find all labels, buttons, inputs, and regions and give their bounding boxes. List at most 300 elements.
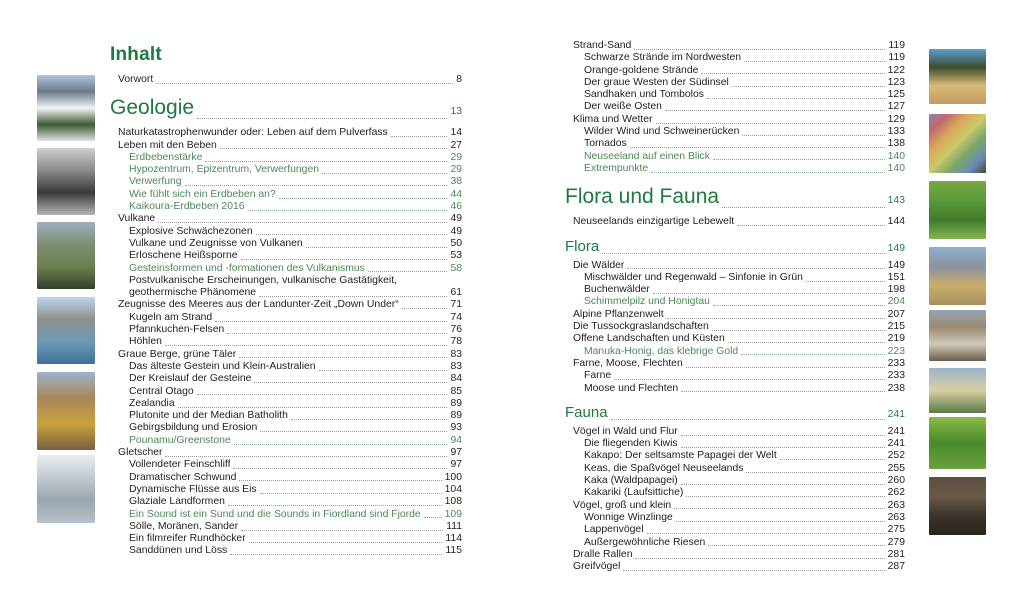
dot-leader: [780, 459, 885, 460]
heading-label: Flora: [565, 237, 600, 255]
entry-page-number: 89: [450, 410, 462, 422]
entry-label: Sanddünen und Löss: [129, 545, 228, 557]
heading-label: Fauna: [565, 403, 608, 421]
dot-leader: [681, 391, 885, 392]
entry-page-number: 49: [450, 213, 462, 225]
toc-entry: [565, 487, 905, 499]
entry-label: Naturkatastrophenwunder oder: Leben auf dem Pulverfass: [118, 127, 388, 139]
entry-label: Dramatischer Schwund: [129, 471, 237, 483]
toc-entry: [565, 260, 905, 272]
entry-label: Ein filmreifer Rundhöcker: [129, 533, 246, 545]
entry-label: Vulkane und Zeugnisse von Vulkanen: [129, 237, 303, 249]
toc-entry: [565, 383, 905, 395]
dot-leader: [746, 472, 884, 473]
entry-label: Mischwälder und Regenwald – Sinfonie in Grün: [584, 271, 803, 283]
toc-entry: [110, 299, 462, 311]
entry-label: Sandhaken und Tombolos: [584, 89, 704, 101]
entry-page-number: 140: [887, 150, 905, 162]
entry-label: Neuseelands einzigartige Lebewelt: [573, 216, 735, 228]
dot-leader: [230, 554, 442, 555]
entry-page-number: 123: [887, 76, 905, 88]
mountain-lake-reflection-photo: [37, 297, 95, 364]
toc-entry: [110, 484, 462, 496]
entry-page-number: 233: [887, 370, 905, 382]
dot-leader: [656, 123, 885, 124]
dot-leader: [291, 419, 448, 420]
dot-leader: [424, 517, 442, 518]
toc-entry: [110, 263, 462, 275]
toc-entry: [565, 101, 905, 113]
dot-leader: [248, 210, 448, 211]
toc-entry: [110, 164, 462, 176]
entry-page-number: 93: [450, 422, 462, 434]
toc-entry: [565, 65, 905, 77]
entry-label: Strand-Sand: [573, 40, 632, 51]
entry-page-number: 207: [887, 308, 905, 320]
dot-leader: [728, 342, 885, 343]
entry-label: Außergewöhnliche Riesen: [584, 536, 706, 548]
entry-label: Sölle, Moränen, Sander: [129, 520, 239, 532]
entry-label: Ein Sound ist ein Sund und die Sounds in Fiordland sind Fjorde: [129, 508, 421, 520]
entry-page-number: 262: [887, 487, 905, 499]
toc-entry: [565, 309, 905, 321]
toc-entry: [565, 216, 905, 228]
dot-leader: [635, 558, 884, 559]
toc-entry: [565, 77, 905, 89]
entry-label: Pfannkuchen-Felsen: [129, 324, 225, 336]
entry-label: Schwarze Strände im Nordwesten: [584, 52, 742, 64]
entry-page-number: 94: [450, 434, 462, 446]
toc-entry: [565, 52, 905, 64]
dot-leader: [241, 530, 443, 531]
entry-label: Tornados: [584, 138, 627, 150]
entry-page-number: 263: [887, 511, 905, 523]
dot-leader: [707, 98, 885, 99]
entry-label: Vollendeter Feinschliff: [129, 459, 231, 471]
dot-leader: [676, 521, 885, 522]
dot-leader: [260, 431, 447, 432]
dot-leader: [402, 308, 448, 309]
entry-page-number: 97: [450, 459, 462, 471]
entry-page-number: 109: [444, 508, 462, 520]
entry-page-number: 85: [450, 385, 462, 397]
entry-page-number: 151: [887, 271, 905, 283]
entry-page-number: 71: [450, 299, 462, 311]
entry-label: Der graue Westen der Südinsel: [584, 76, 729, 88]
toc-entry: [565, 561, 905, 573]
toc-entry: [110, 287, 462, 299]
entry-label: Schimmelpilz und Honigtau: [584, 296, 710, 308]
entry-label: Kakapo: Der seltsamste Papagei der Welt: [584, 450, 777, 462]
dot-leader: [256, 234, 448, 235]
entry-page-number: 133: [887, 126, 905, 138]
toc-entry: [110, 140, 462, 152]
dot-leader: [227, 333, 447, 334]
dot-leader: [178, 407, 448, 408]
entry-label: Dralle Rallen: [573, 548, 633, 560]
entry-label: Der Kreislauf der Gesteine: [129, 373, 252, 385]
entry-page-number: 198: [887, 284, 905, 296]
entry-page-number: 114: [445, 533, 462, 545]
toc-entry: [110, 152, 462, 164]
entry-label: Vorwort: [118, 74, 154, 85]
entry-label: Wilder Wind und Schweinerücken: [584, 126, 740, 138]
entry-page-number: 108: [444, 496, 462, 508]
toc-entry: [565, 163, 905, 175]
entry-page-number: 252: [887, 450, 905, 462]
entry-page-number: 53: [450, 250, 462, 262]
entry-label: Neuseeland auf einen Blick: [584, 150, 710, 162]
toc-entry: [110, 447, 462, 459]
dot-leader: [651, 172, 885, 173]
entry-label: Die Wälder: [573, 259, 625, 271]
entry-page-number: 61: [450, 287, 462, 299]
toc-entry: [110, 545, 462, 557]
entry-page-number: 74: [450, 311, 462, 323]
entry-label: Höhlen: [129, 336, 162, 348]
entry-label: Greifvögel: [573, 561, 621, 573]
toc-entry: [565, 512, 905, 524]
entry-page-number: 50: [450, 237, 462, 249]
entry-page-number: 263: [887, 499, 905, 511]
entry-page-number: 44: [450, 188, 462, 200]
otago-autumn-valley-photo: [37, 372, 95, 450]
dot-leader: [627, 268, 884, 269]
dot-leader: [260, 493, 442, 494]
dot-leader: [806, 281, 885, 282]
toc-entry: [565, 438, 905, 450]
toc-heading: [565, 185, 905, 212]
toc-entry: [565, 151, 905, 163]
entry-label: Kaka (Waldpapagei): [584, 475, 678, 487]
toc-entry: [110, 201, 462, 213]
entry-page-number: 281: [887, 548, 905, 560]
dot-leader: [165, 456, 447, 457]
entry-page-number: 8: [456, 74, 462, 85]
entry-page-number: 84: [450, 373, 462, 385]
entry-label: Dynamische Flüsse aus Eis: [129, 483, 257, 495]
toc-heading: [565, 238, 905, 257]
toc-entry: [110, 435, 462, 447]
dot-leader: [647, 533, 885, 534]
entry-page-number: 89: [450, 397, 462, 409]
toc-entry: [110, 189, 462, 201]
toc-entry: [110, 509, 462, 521]
entry-label: Kakariki (Laufsittiche): [584, 487, 684, 499]
entry-page-number: 100: [444, 471, 462, 483]
entry-label: Explosive Schwächezonen: [129, 225, 253, 237]
entry-label: Zeugnisse des Meeres aus der Landunter-Zeit „Down Under“: [118, 299, 399, 311]
entry-label: geothermische Phänomene: [129, 287, 257, 299]
entry-page-number: 241: [887, 425, 905, 437]
dot-leader: [241, 259, 448, 260]
toc-entry: [110, 533, 462, 545]
dot-leader: [667, 318, 885, 319]
entry-label: Glaziale Landformen: [129, 496, 225, 508]
toc-entry: [110, 250, 462, 262]
dot-leader: [701, 73, 884, 74]
dot-leader: [220, 148, 448, 149]
toc-entry: [110, 472, 462, 484]
toc-entry: [110, 176, 462, 188]
dot-leader: [279, 198, 448, 199]
dot-leader: [737, 225, 884, 226]
dot-leader: [391, 136, 448, 137]
snowy-mountain-valley-photo: [37, 75, 95, 141]
dot-leader: [712, 330, 885, 331]
entry-page-number: 279: [887, 536, 905, 548]
entry-page-number: 49: [450, 225, 462, 237]
toc-entry: [110, 422, 462, 434]
toc-entry: [110, 398, 462, 410]
entry-page-number: 219: [887, 333, 905, 345]
heading-label: Geologie: [110, 96, 195, 120]
entry-page-number: 83: [450, 348, 462, 360]
entry-label: Wonnige Winzlinge: [584, 511, 673, 523]
morepork-owl-photo: [929, 477, 986, 535]
entry-label: Wie fühlt sich ein Erdbeben an?: [129, 188, 276, 200]
entry-page-number: 78: [450, 336, 462, 348]
heading-page-number: 149: [887, 242, 905, 254]
toc-entry: [565, 284, 905, 296]
dot-leader: [602, 253, 884, 254]
entry-label: Die fliegenden Kiwis: [584, 438, 678, 450]
dot-leader: [665, 110, 885, 111]
toc-entry: [565, 370, 905, 382]
entry-page-number: 46: [450, 201, 462, 213]
rainbow-landscape-photo: [929, 114, 986, 173]
entry-label: Farne: [584, 370, 612, 382]
dot-leader: [197, 394, 448, 395]
entry-page-number: 104: [444, 483, 462, 495]
toc-entry: [110, 521, 462, 533]
entry-label: Farne, Moose, Flechten: [573, 357, 683, 369]
entry-label: Orange-goldene Strände: [584, 64, 699, 76]
dot-leader: [741, 354, 884, 355]
dot-leader: [713, 159, 885, 160]
entry-label: Das älteste Gestein und Klein-Australien: [129, 360, 316, 372]
golden-beach-photo: [929, 49, 986, 104]
entry-page-number: 140: [887, 162, 905, 174]
toc-entry: [565, 463, 905, 475]
entry-page-number: 29: [450, 164, 462, 176]
toc-entry: [565, 321, 905, 333]
toc-entry: [110, 275, 462, 287]
toc-entry: [565, 537, 905, 549]
toc-entry: [565, 40, 905, 52]
toc-entry: [110, 336, 462, 348]
entry-label: Vögel in Wald und Flur: [573, 425, 678, 437]
entry-label: Klima und Wetter: [573, 113, 653, 125]
entry-label: Der weiße Osten: [584, 101, 662, 113]
entry-label: Moose und Flechten: [584, 382, 679, 394]
glacier-aerial-photo: [37, 455, 95, 523]
toc-entry: [565, 549, 905, 561]
entry-label: Gesteinsformen und -formationen des Vulkanismus: [129, 262, 365, 274]
entry-label: Kugeln am Strand: [129, 311, 213, 323]
toc-entry: [565, 89, 905, 101]
dot-leader: [197, 118, 447, 119]
entry-page-number: 287: [887, 561, 905, 573]
toc-entry: [565, 296, 905, 308]
toc-entry: [110, 373, 462, 385]
entry-label: Offene Landschaften und Küsten: [573, 333, 725, 345]
toc-entry: [110, 226, 462, 238]
entry-label: Verwerfung: [129, 176, 182, 188]
entry-page-number: 138: [887, 138, 905, 150]
dot-leader: [713, 305, 885, 306]
entry-label: Gletscher: [118, 447, 163, 459]
entry-page-number: 233: [887, 357, 905, 369]
dot-leader: [681, 435, 885, 436]
entry-label: Keas, die Spaßvögel Neuseelands: [584, 462, 744, 474]
entry-page-number: 38: [450, 176, 462, 188]
toc-entry: [110, 496, 462, 508]
entry-label: Buchenwälder: [584, 284, 650, 296]
entry-page-number: 76: [450, 324, 462, 336]
toc-entry: [565, 450, 905, 462]
dot-leader: [611, 419, 885, 420]
toc-entry: [110, 324, 462, 336]
dot-leader: [681, 447, 885, 448]
dot-leader: [630, 147, 885, 148]
dot-leader: [634, 49, 885, 50]
dot-leader: [185, 185, 448, 186]
entry-page-number: 204: [887, 296, 905, 308]
toc-heading: [110, 96, 462, 123]
entry-label: Postvulkanische Erscheinungen, vulkanische Gastätigkeit,: [129, 274, 397, 286]
toc-entry: [110, 238, 462, 250]
toc-entry: [110, 361, 462, 373]
toc-entry: [110, 312, 462, 324]
dot-leader: [322, 173, 447, 174]
dot-leader: [259, 296, 447, 297]
entry-page-number: 115: [445, 545, 462, 557]
dot-leader: [239, 480, 441, 481]
entry-page-number: 149: [887, 259, 905, 271]
heading-label: Flora und Fauna: [565, 185, 720, 209]
entry-label: Hypozentrum, Epizentrum, Verwerfungen: [129, 164, 320, 176]
toc-entry: [565, 346, 905, 358]
entry-page-number: 129: [887, 113, 905, 125]
entry-label: Gebirgsbildung und Erosion: [129, 422, 258, 434]
entry-label: Zealandia: [129, 397, 175, 409]
toc-entry: [110, 74, 462, 86]
entry-label: Erdbebenstärke: [129, 151, 203, 163]
entry-page-number: 215: [887, 321, 905, 333]
entry-label: Central Otago: [129, 385, 194, 397]
entry-label: Manuka-Honig, das klebrige Gold: [584, 345, 739, 357]
entry-page-number: 255: [887, 462, 905, 474]
entry-label: Plutonite und der Median Batholith: [129, 410, 288, 422]
dot-leader: [156, 83, 453, 84]
green-cones-plant-photo: [929, 181, 986, 239]
entry-label: Extrempunkte: [584, 162, 649, 174]
dot-leader: [623, 570, 884, 571]
toc-entry: [565, 114, 905, 126]
dot-leader: [205, 161, 447, 162]
entry-page-number: 241: [887, 438, 905, 450]
dot-leader: [306, 247, 448, 248]
dot-leader: [254, 382, 447, 383]
entry-page-number: 260: [887, 475, 905, 487]
toc-entry: [565, 333, 905, 345]
entry-label: Vögel, groß und klein: [573, 499, 672, 511]
tussock-grassland-photo: [929, 247, 986, 305]
dot-leader: [744, 61, 885, 62]
entry-page-number: 27: [450, 139, 462, 151]
entry-page-number: 119: [888, 52, 905, 64]
toc-entry: [110, 127, 462, 139]
entry-page-number: 122: [887, 64, 905, 76]
entry-page-number: 144: [887, 216, 905, 228]
toc-entry: [110, 386, 462, 398]
toc-entry: [565, 524, 905, 536]
volcano-trail-photo: [37, 222, 95, 289]
entry-page-number: 97: [450, 447, 462, 459]
entry-page-number: 29: [450, 151, 462, 163]
toc-entry: [110, 349, 462, 361]
toc-column-right: [565, 40, 905, 573]
dot-leader: [708, 545, 884, 546]
entry-page-number: 275: [887, 524, 905, 536]
toc-entry: [565, 138, 905, 150]
entry-label: Lappenvögel: [584, 524, 644, 536]
toc-entry: [110, 459, 462, 471]
entry-label: Erloschene Heißsporne: [129, 250, 238, 262]
toc-entry: [110, 410, 462, 422]
entry-label: Kaikoura-Erdbeben 2016: [129, 201, 245, 213]
dot-leader: [742, 135, 884, 136]
toetoe-grass-photo: [929, 368, 986, 413]
toc-entry: [565, 358, 905, 370]
dot-leader: [158, 222, 447, 223]
entry-page-number: 125: [887, 89, 905, 101]
toc-entry: [565, 500, 905, 512]
heading-page-number: 143: [887, 195, 905, 207]
entry-page-number: 238: [887, 382, 905, 394]
dot-leader: [368, 271, 448, 272]
dot-leader: [319, 370, 448, 371]
entry-page-number: 83: [450, 360, 462, 372]
entry-label: Die Tussockgraslandschaften: [573, 321, 709, 333]
dot-leader: [614, 379, 885, 380]
entry-page-number: 127: [887, 101, 905, 113]
entry-page-number: 14: [450, 127, 462, 139]
heading-page-number: 241: [887, 408, 905, 420]
dot-leader: [686, 496, 884, 497]
dot-leader: [249, 542, 443, 543]
toc-column-left: [110, 44, 462, 558]
dot-leader: [239, 357, 447, 358]
page-title: Inhalt: [110, 44, 162, 65]
heading-page-number: 13: [450, 106, 462, 118]
entry-page-number: 119: [888, 40, 905, 51]
dot-leader: [215, 321, 447, 322]
cushion-plant-slope-photo: [929, 310, 986, 361]
entry-label: Leben mit den Beben: [118, 139, 217, 151]
toc-entry: [565, 475, 905, 487]
entry-page-number: 223: [887, 345, 905, 357]
green-foliage-photo: [929, 417, 986, 469]
dot-leader: [681, 484, 885, 485]
dot-leader: [732, 86, 885, 87]
dot-leader: [233, 468, 447, 469]
entry-label: Vulkane: [118, 213, 156, 225]
dot-leader: [653, 293, 885, 294]
earthquake-wreckage-bw-photo: [37, 148, 95, 215]
toc-entry: [565, 126, 905, 138]
